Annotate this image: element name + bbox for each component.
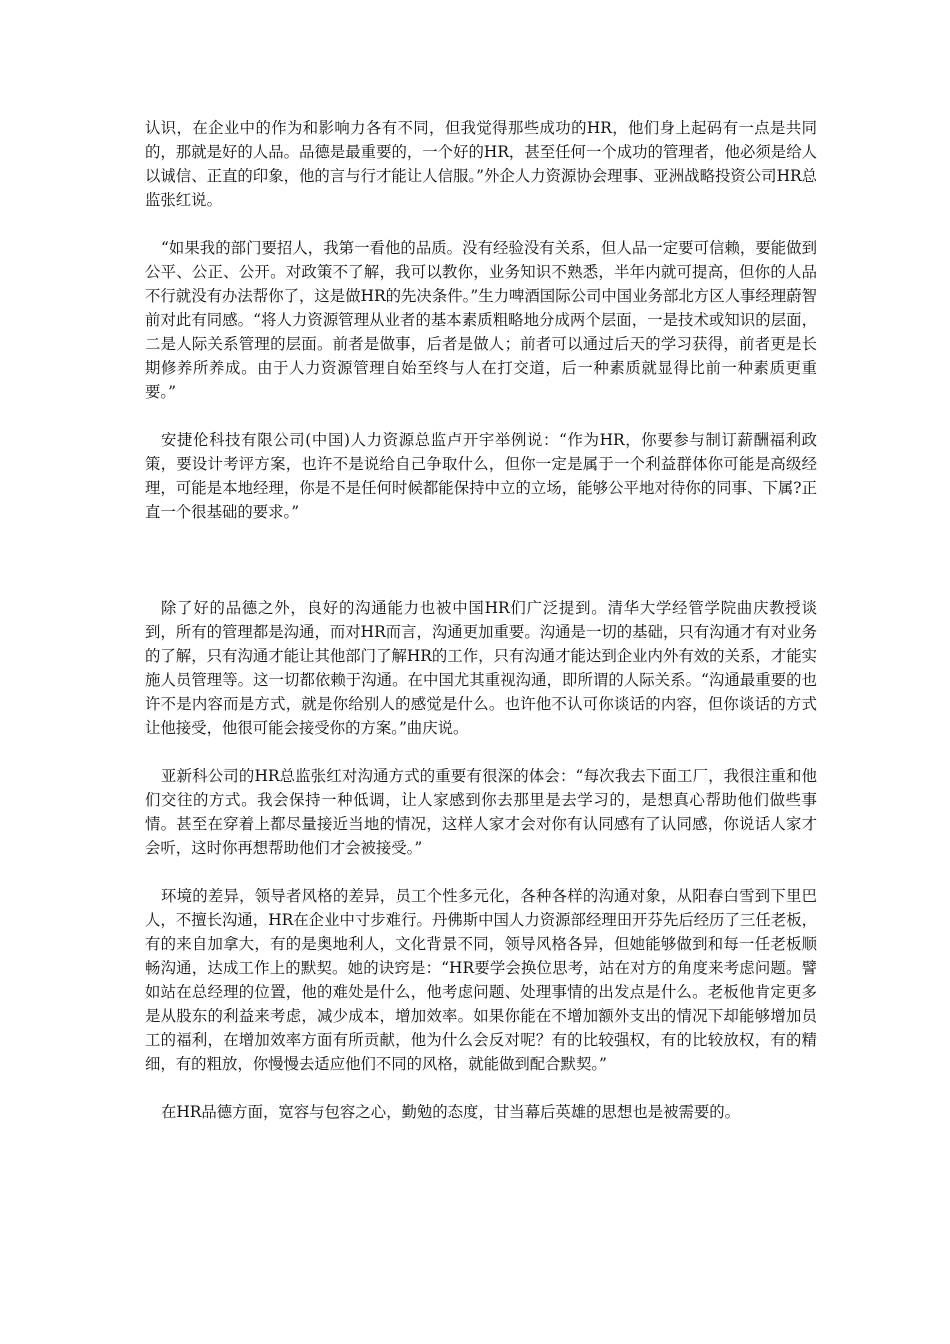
paragraph-spacer: [145, 740, 817, 764]
paragraph-1: 认识，在企业中的作为和影响力各有不同，但我觉得那些成功的HR，他们身上起码有一点是共同的，那就是好的人品。品德是最重要的，一个好的HR，甚至任何一个成功的管理者，他必须是给人以诚信、正直的印象，他的言与行才能让人信服。”外企人力资源协会理事、亚洲战略投资公司HR总监张红说。: [145, 119, 817, 209]
section-spacer: [145, 524, 817, 596]
paragraph-spacer: [145, 212, 817, 236]
paragraph-7: 在HR品德方面，宽容与包容之心，勤勉的态度，甘当幕后英雄的思想也是被需要的。: [161, 1103, 741, 1121]
paragraph-4: 除了好的品德之外，良好的沟通能力也被中国HR们广泛提到。清华大学经管学院曲庆教授谈到，所有的管理都是沟通，而对HR而言，沟通更加重要。沟通是一切的基础，只有沟通才有对业务的了解，只有沟通才能让其他部门了解HR的工作，只有沟通才能达到企业内外有效的关系，才能实施人员管理等。这一切都依赖于沟通。在中国尤其重视沟通，即所谓的人际关系。“沟通最重要的也许不是内容而是方式，就是你给别人的感觉是什么。也许他不认可你谈话的内容，但你谈话的方式让他接受，他很可能会接受你的方案。”曲庆说。: [145, 599, 817, 737]
document-body: [145, 116, 817, 1124]
paragraph-spacer: [145, 1076, 817, 1100]
paragraph-spacer: [145, 404, 817, 428]
paragraph-5: 亚新科公司的HR总监张红对沟通方式的重要有很深的体会：“每次我去下面工厂，我很注重和他们交往的方式。我会保持一种低调，让人家感到你去那里是去学习的，是想真心帮助他们做些事情。甚至在穿着上都尽量接近当地的情况，这样人家才会对你有认同感有了认同感，你说话人家才会听，这时你再想帮助他们才会被接受。”: [145, 767, 817, 857]
paragraph-6: 环境的差异，领导者风格的差异，员工个性多元化，各种各样的沟通对象，从阳春白雪到下里巴人，不擅长沟通，HR在企业中寸步难行。丹佛斯中国人力资源部经理田开芬先后经历了三任老板，有的来自加拿大，有的是奥地利人，文化背景不同，领导风格各异，但她能够做到和每一任老板顺畅沟通，达成工作上的默契。她的诀窍是：“HR要学会换位思考，站在对方的角度来考虑问题。譬如站在总经理的位置，他的难处是什么，他考虑问题、处理事情的出发点是什么。老板他肯定更多是从股东的利益来考虑，减少成本，增加效率。如果你能在不增加额外支出的情况下却能够增加员工的福利，在增加效率方面有所贡献，他为什么会反对呢？有的比较强权，有的比较放权，有的精细，有的粗放，你慢慢去适应他们不同的风格，就能做到配合默契。”: [145, 887, 817, 1073]
paragraph-3: 安捷伦科技有限公司(中国)人力资源总监卢开宇举例说：“作为HR，你要参与制订薪酬福利政策，要设计考评方案，也许不是说给自己争取什么，但你一定是属于一个利益群体你可能是高级经理，可能是本地经理，你是不是任何时候都能保持中立的立场，能够公平地对待你的同事、下属?正直一个很基础的要求。”: [145, 431, 817, 521]
paragraph-spacer: [145, 860, 817, 884]
paragraph-2: “如果我的部门要招人，我第一看他的品质。没有经验没有关系，但人品一定要可信赖，要能做到公平、公正、公开。对政策不了解，我可以教你，业务知识不熟悉，半年内就可提高，但你的人品不行就没有办法帮你了，这是做HR的先决条件。”生力啤酒国际公司中国业务部北方区人事经理蔚智前对此有同感。“将人力资源管理从业者的基本素质粗略地分成两个层面，一是技术或知识的层面，二是人际关系管理的层面。前者是做事，后者是做人；前者可以通过后天的学习获得，前者更是长期修养所养成。由于人力资源管理自始至终与人在打交道，后一种素质就显得比前一种素质更重要。”: [145, 239, 817, 401]
